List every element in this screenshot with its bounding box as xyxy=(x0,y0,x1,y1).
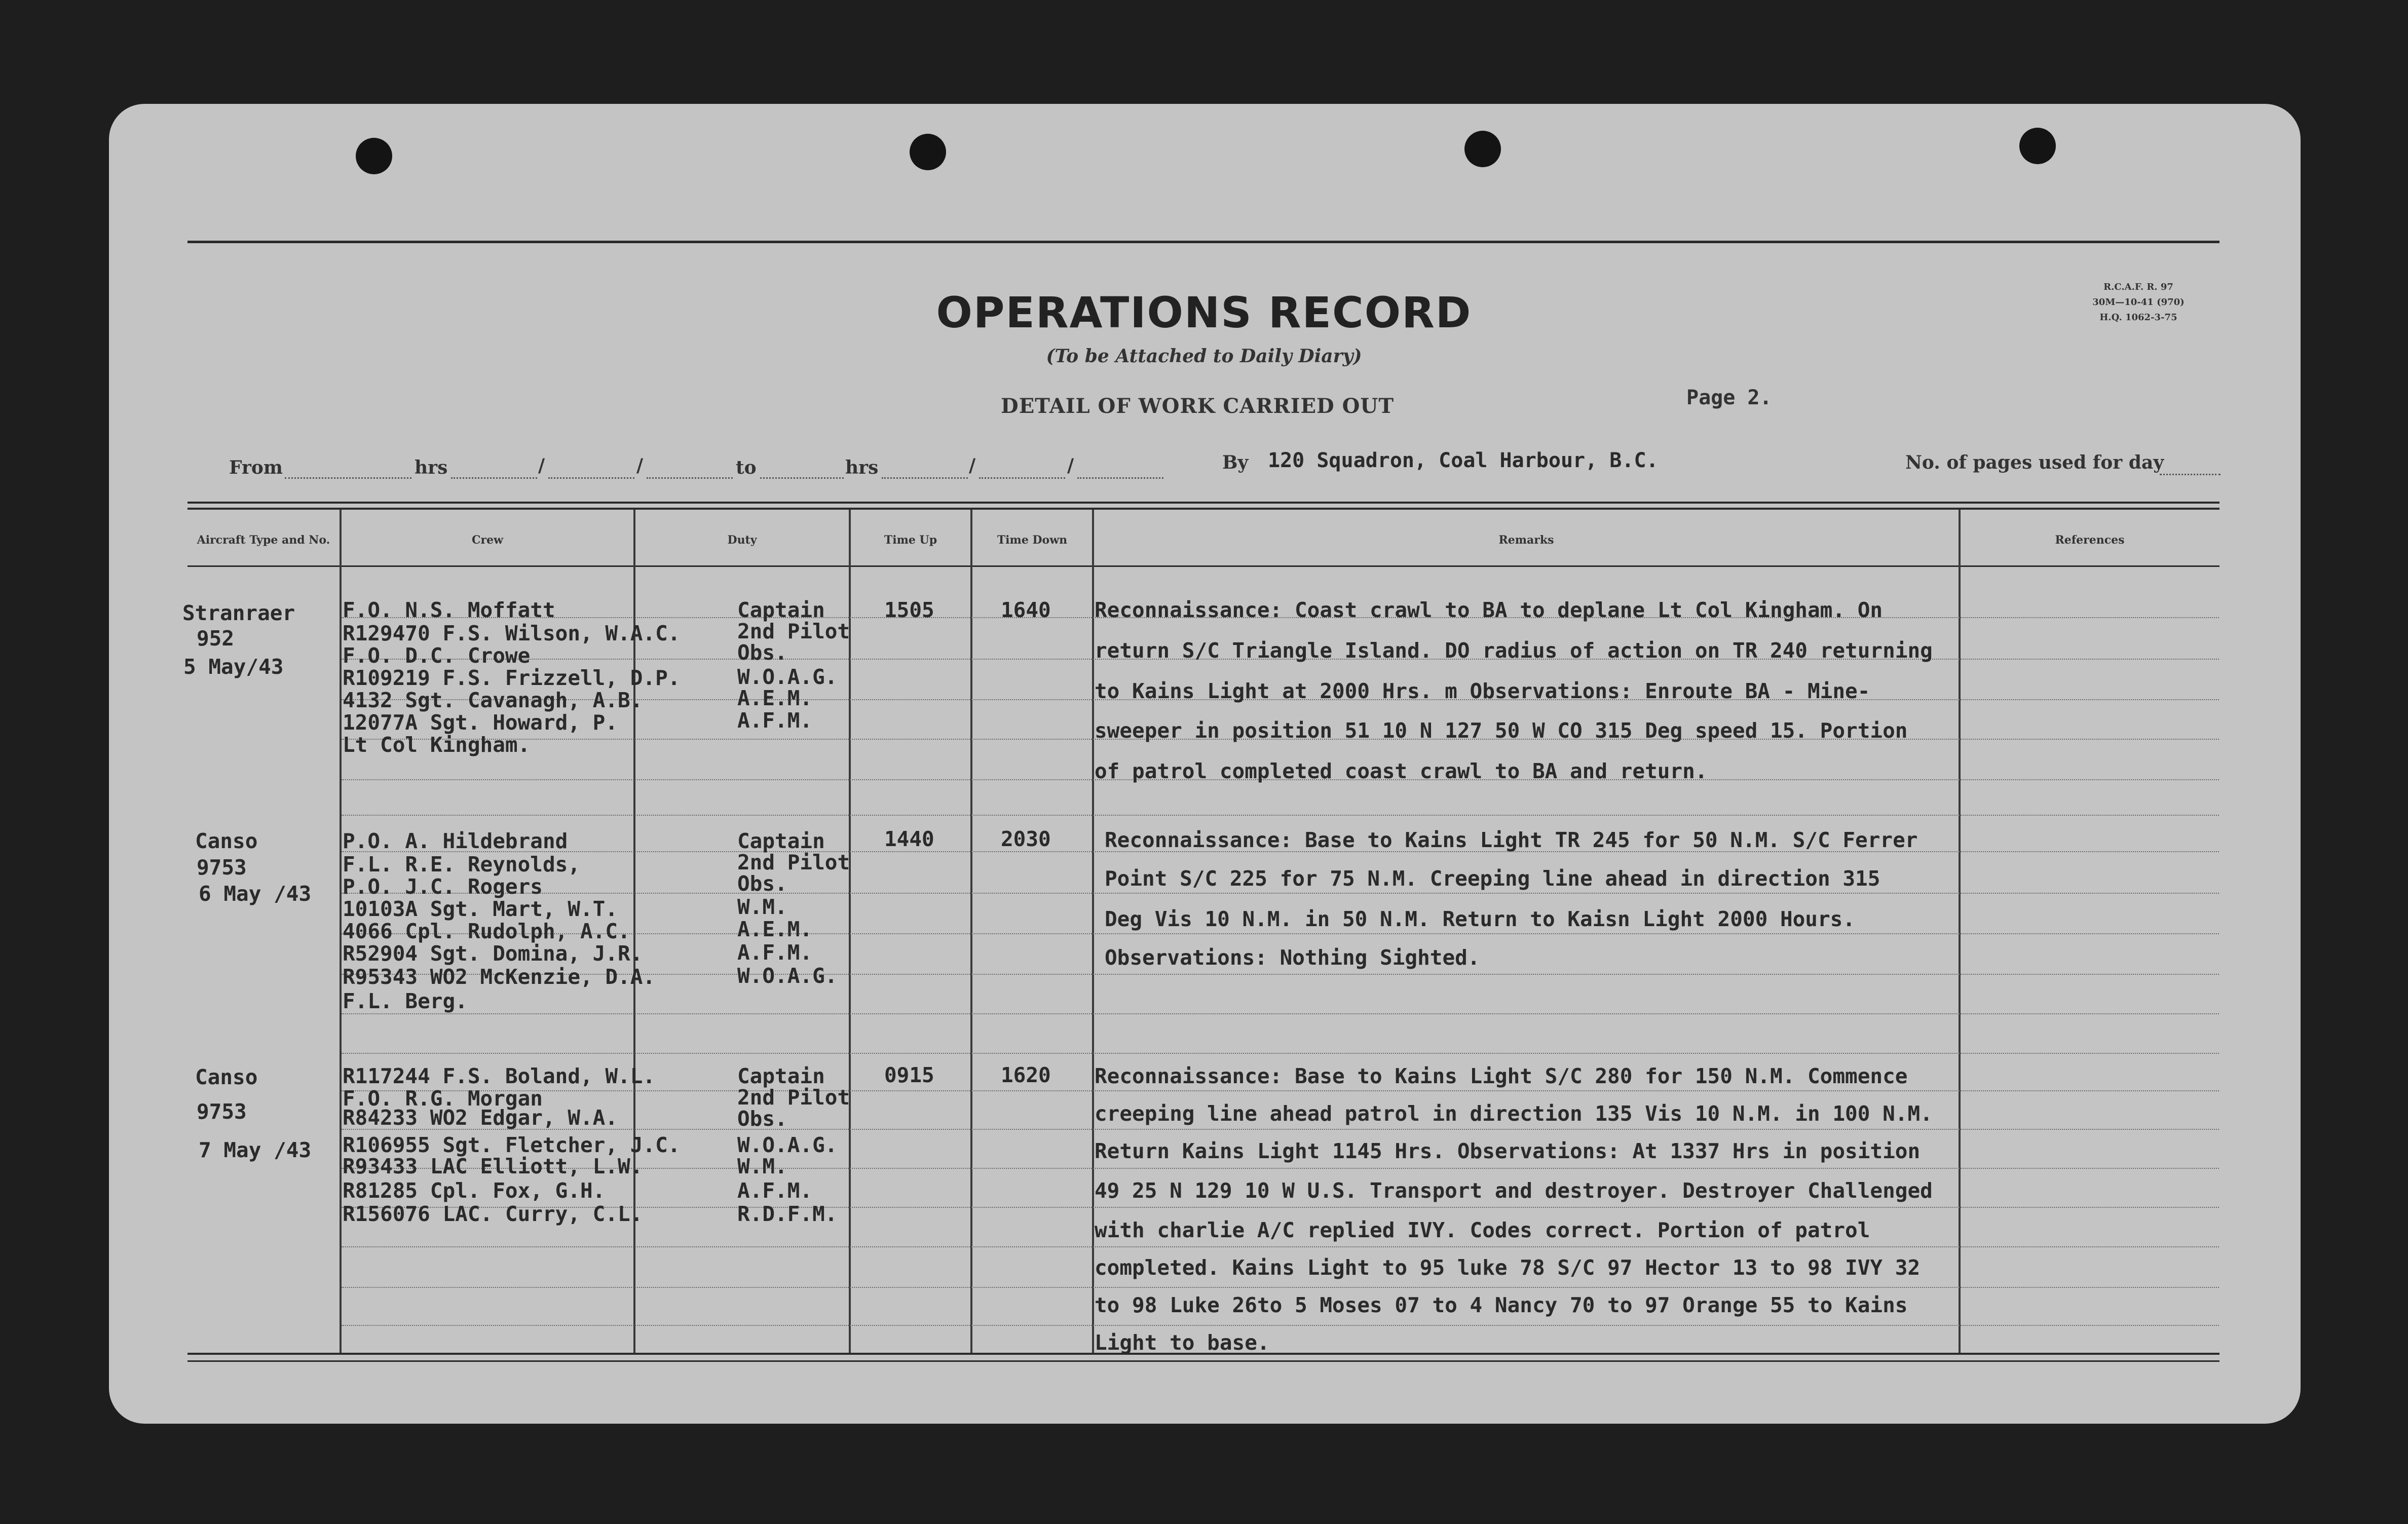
aircraft-type: Stranraer xyxy=(182,601,295,625)
ruled-line xyxy=(342,1053,2219,1054)
ruled-line xyxy=(342,815,2219,816)
punch-hole xyxy=(910,134,946,170)
pages-blank xyxy=(2160,474,2221,475)
table-top-rule xyxy=(187,508,2219,510)
column-header-remarks: Remarks xyxy=(1498,534,1554,547)
crew-member: R52904 Sgt. Domina, J.R. xyxy=(343,941,643,966)
from-label: From xyxy=(229,457,283,478)
ruled-line xyxy=(342,1287,2219,1288)
crew-member: R81285 Cpl. Fox, G.H. xyxy=(343,1178,606,1203)
ruled-line xyxy=(342,1090,2219,1091)
remarks-line: completed. Kains Light to 95 luke 78 S/C 97 Hector 13 to 98 IVY 32 xyxy=(1095,1255,1921,1280)
page-subtitle: (To be Attached to Daily Diary) xyxy=(1046,346,1362,367)
crew-member: R117244 F.S. Boland, W.L. xyxy=(343,1064,656,1088)
punch-hole xyxy=(356,138,392,174)
duty: Obs. xyxy=(737,871,787,896)
duty: 2nd Pilot xyxy=(737,1085,850,1110)
remarks-line: Reconnaissance: Base to Kains Light TR 245 for 50 N.M. S/C Ferrer xyxy=(1105,828,1918,852)
crew-member: R156076 LAC. Curry, C.L. xyxy=(343,1202,643,1226)
duty: Captain xyxy=(737,1064,825,1088)
detail-heading: DETAIL OF WORK CARRIED OUT xyxy=(1001,394,1395,418)
page-number: Page 2. xyxy=(1686,386,1772,409)
from-year-blank xyxy=(647,477,733,479)
column-divider xyxy=(1959,510,1961,1353)
column-divider xyxy=(340,510,342,1353)
table-top-rule xyxy=(187,502,2219,504)
ruled-line xyxy=(342,1013,2219,1014)
to-month-blank xyxy=(979,477,1065,479)
remarks-line: with charlie A/C replied IVY. Codes correct. Portion of patrol xyxy=(1095,1218,1870,1242)
crew-member: R84233 WO2 Edgar, W.A. xyxy=(343,1106,618,1130)
remarks-line: Reconnaissance: Coast crawl to BA to deplane Lt Col Kingham. On xyxy=(1095,598,1883,622)
column-header-aircraft: Aircraft Type and No. xyxy=(197,534,330,547)
form-code-line: 30M—10-41 (970) xyxy=(2092,297,2185,308)
crew-member: 12077A Sgt. Howard, P. xyxy=(343,710,618,735)
remarks-line: Reconnaissance: Base to Kains Light S/C 280 for 150 N.M. Commence xyxy=(1095,1064,1908,1088)
slash: / xyxy=(636,455,644,476)
remarks-line: to 98 Luke 26to 5 Moses 07 to 4 Nancy 70 to 97 Orange 55 to Kains xyxy=(1095,1293,1908,1317)
crew-member: 4066 Cpl. Rudolph, A.C. xyxy=(343,919,630,943)
duty: A.E.M. xyxy=(737,686,813,710)
column-header-crew: Crew xyxy=(471,534,504,547)
column-header-references: References xyxy=(2055,534,2125,547)
squadron-name: 120 Squadron, Coal Harbour, B.C. xyxy=(1268,449,1659,472)
from-day-blank xyxy=(451,477,537,479)
top-rule xyxy=(187,241,2219,243)
aircraft-number: 952 xyxy=(197,626,235,651)
flight-date: 5 May/43 xyxy=(183,655,284,679)
time-down: 1620 xyxy=(1001,1063,1051,1087)
from-blank xyxy=(285,477,411,479)
duty: 2nd Pilot xyxy=(737,619,850,643)
duty: W.O.A.G. xyxy=(737,964,838,988)
duty: 2nd Pilot xyxy=(737,850,850,874)
crew-member: R109219 F.S. Frizzell, D.P. xyxy=(343,666,681,690)
crew-member: R106955 Sgt. Fletcher, J.C. xyxy=(343,1133,681,1157)
column-divider xyxy=(1092,510,1094,1353)
remarks-line: to Kains Light at 2000 Hrs. m Observations: Enroute BA - Mine- xyxy=(1095,679,1870,703)
remarks-line: Deg Vis 10 N.M. in 50 N.M. Return to Kaisn Light 2000 Hours. xyxy=(1105,907,1856,931)
remarks-line: sweeper in position 51 10 N 127 50 W CO 315 Deg speed 15. Portion xyxy=(1095,718,1908,743)
to-label: to xyxy=(736,457,757,478)
slash: / xyxy=(1067,455,1074,476)
crew-member: R129470 F.S. Wilson, W.A.C. xyxy=(343,621,681,645)
duty: A.E.M. xyxy=(737,917,813,941)
duty: W.O.A.G. xyxy=(737,1133,838,1157)
crew-member: F.O. D.C. Crowe xyxy=(343,643,531,668)
pages-label: No. of pages used for day xyxy=(1905,452,2164,473)
page-title: OPERATIONS RECORD xyxy=(936,288,1472,337)
crew-member: 4132 Sgt. Cavanagh, A.B. xyxy=(343,688,643,712)
aircraft-number: 9753 xyxy=(197,855,247,880)
remarks-line: creeping line ahead patrol in direction 135 Vis 10 N.M. in 100 N.M. xyxy=(1095,1101,1933,1126)
duty: W.M. xyxy=(737,1154,787,1178)
punch-hole xyxy=(2019,128,2056,164)
remarks-line: Observations: Nothing Sighted. xyxy=(1105,945,1480,970)
duty: Captain xyxy=(737,598,825,622)
time-up: 1505 xyxy=(884,598,934,622)
form-code-line: R.C.A.F. R. 97 xyxy=(2103,282,2173,292)
remarks-line: of patrol completed coast crawl to BA and return. xyxy=(1095,759,1708,783)
to-day-blank xyxy=(882,477,968,479)
form-code-line: H.Q. 1062-3-75 xyxy=(2099,312,2177,323)
duty: W.M. xyxy=(737,895,787,919)
remarks-line: 49 25 N 129 10 W U.S. Transport and destroyer. Destroyer Challenged xyxy=(1095,1178,1933,1203)
duty: Obs. xyxy=(737,1107,787,1131)
crew-member: F.O. N.S. Moffatt xyxy=(343,598,555,622)
flight-date: 7 May /43 xyxy=(199,1138,312,1162)
time-up: 1440 xyxy=(884,827,934,851)
header-bottom-rule xyxy=(187,565,2219,567)
duty: A.F.M. xyxy=(737,940,813,965)
crew-member: P.O. A. Hildebrand xyxy=(343,829,568,853)
crew-member: R93433 LAC Elliott, L.W. xyxy=(343,1154,643,1178)
from-month-blank xyxy=(548,477,634,479)
crew-member: F.L. Berg. xyxy=(343,989,468,1013)
hrs-label: hrs xyxy=(415,457,448,478)
crew-member: 10103A Sgt. Mart, W.T. xyxy=(343,897,618,921)
by-label: By xyxy=(1222,452,1249,473)
remarks-line: return S/C Triangle Island. DO radius of action on TR 240 returning xyxy=(1095,638,1933,663)
aircraft-number: 9753 xyxy=(197,1099,247,1124)
remarks-line: Return Kains Light 1145 Hrs. Observations: At 1337 Hrs in position xyxy=(1095,1139,1921,1163)
aircraft-type: Canso xyxy=(195,1065,258,1089)
time-up: 0915 xyxy=(884,1063,934,1087)
to-year-blank xyxy=(1077,477,1163,479)
column-header-time-down: Time Down xyxy=(997,534,1068,547)
duty: R.D.F.M. xyxy=(737,1202,838,1226)
crew-member: Lt Col Kingham. xyxy=(343,733,531,757)
slash: / xyxy=(969,455,976,476)
column-header-duty: Duty xyxy=(727,534,757,547)
duty: Obs. xyxy=(737,640,787,665)
crew-member: R95343 WO2 McKenzie, D.A. xyxy=(343,965,656,989)
duty: Captain xyxy=(737,829,825,853)
duty: A.F.M. xyxy=(737,708,813,733)
punch-hole xyxy=(1464,131,1501,167)
ruled-line xyxy=(342,1246,2219,1247)
aircraft-type: Canso xyxy=(195,829,258,853)
slash: / xyxy=(538,455,545,476)
time-down: 1640 xyxy=(1001,598,1051,622)
ruled-line xyxy=(342,893,2219,894)
hrs-label: hrs xyxy=(845,457,879,478)
to-blank xyxy=(760,477,844,479)
crew-member: P.O. J.C. Rogers xyxy=(343,874,543,899)
column-header-time-up: Time Up xyxy=(884,534,937,547)
crew-member: F.L. R.E. Reynolds, xyxy=(343,852,580,877)
table-bottom-rule xyxy=(187,1360,2219,1362)
ruled-line xyxy=(342,1129,2219,1130)
time-down: 2030 xyxy=(1001,827,1051,851)
remarks-line: Light to base. xyxy=(1095,1330,1270,1355)
crew-member: F.O. R.G. Morgan xyxy=(343,1086,543,1111)
duty: W.O.A.G. xyxy=(737,665,838,689)
flight-date: 6 May /43 xyxy=(199,882,312,906)
duty: A.F.M. xyxy=(737,1178,813,1203)
column-divider xyxy=(970,510,972,1353)
remarks-line: Point S/C 225 for 75 N.M. Creeping line ahead in direction 315 xyxy=(1105,866,1880,891)
ruled-line xyxy=(342,1325,2219,1326)
